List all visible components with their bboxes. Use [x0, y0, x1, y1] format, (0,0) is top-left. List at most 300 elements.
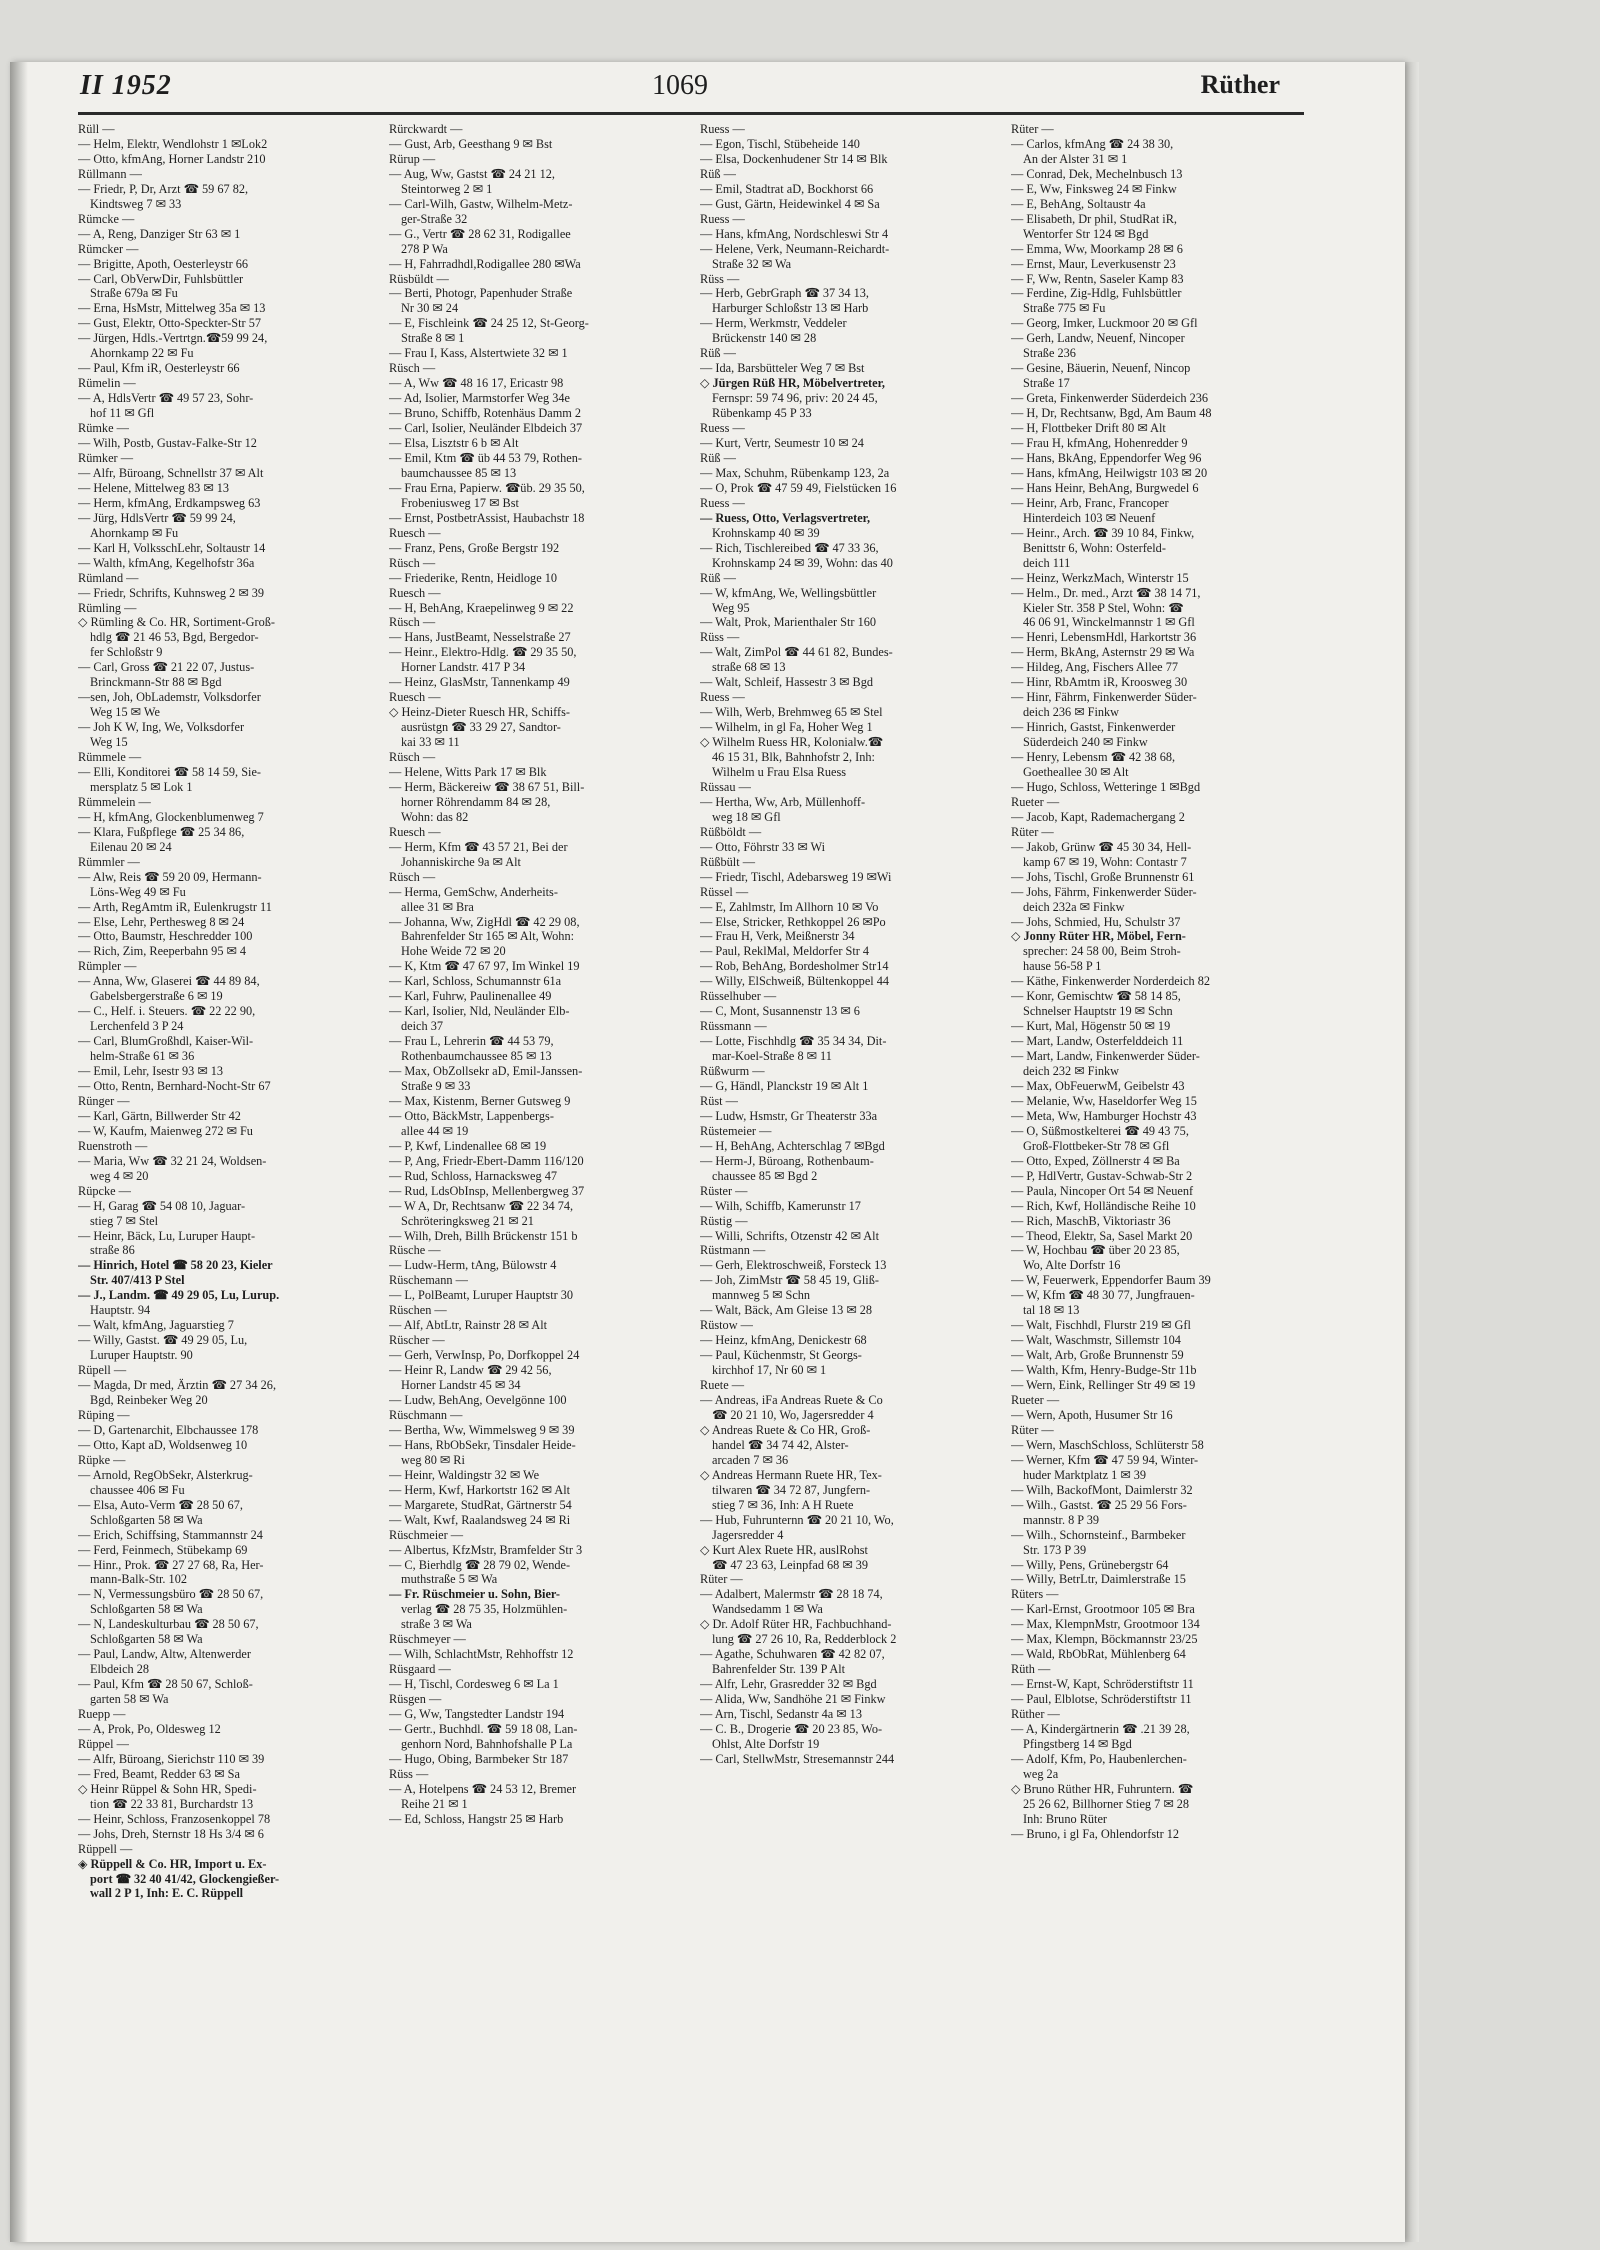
directory-entry: — Karl, Isolier, Nld, Neuländer Elb- [389, 1004, 570, 1019]
directory-entry: — Otto, Kapt aD, Woldsenweg 10 [78, 1437, 248, 1452]
directory-entry: — Ad, Isolier, Marmstorfer Weg 34e [389, 391, 570, 406]
directory-entry: ◇ Jonny Rüter HR, Möbel, Fern- [1011, 929, 1186, 944]
surname-heading: Rüßbült — [700, 854, 755, 869]
directory-entry: — Arth, RegAmtm iR, Eulenkrugstr 11 [78, 899, 272, 914]
directory-entry: — Alw, Reis ☎ 59 20 09, Hermann- [78, 869, 262, 884]
directory-entry: — Andreas, iFa Andreas Ruete & Co [700, 1393, 883, 1408]
directory-entry: — Paul, Küchenmstr, St Georgs- [700, 1348, 862, 1363]
directory-entry: stieg 7 ✉ Stel [90, 1213, 159, 1228]
surname-heading: Rüpcke — [78, 1183, 131, 1198]
directory-entry: — W, Kfm ☎ 48 30 77, Jungfrauen- [1011, 1288, 1195, 1303]
directory-entry: — Carl-Wilh, Gastw, Wilhelm-Metz- [389, 196, 573, 211]
directory-entry: — Walt, Arb, Große Brunnenstr 59 [1011, 1348, 1184, 1363]
directory-entry: kai 33 ✉ 11 [401, 735, 460, 750]
directory-entry: — Hertha, Ww, Arb, Müllenhoff- [700, 794, 866, 809]
directory-entry: Groß-Flottbeker-Str 78 ✉ Gfl [1023, 1138, 1170, 1153]
directory-entry: — Berti, Photogr, Papenhuder Straße [389, 286, 573, 301]
directory-entry: helm-Straße 61 ✉ 36 [90, 1049, 195, 1064]
directory-entry: — Margarete, StudRat, Gärtnerstr 54 [389, 1497, 572, 1512]
directory-entry: — Ernst-W, Kapt, Schröderstiftstr 11 [1011, 1677, 1194, 1692]
directory-entry: — Erna, HsMstr, Mittelweg 35a ✉ 13 [78, 301, 266, 316]
directory-entry: — O, Süßmostkelterei ☎ 49 43 75, [1011, 1123, 1189, 1138]
directory-entry: — Wern, MaschSchloss, Schlüterstr 58 [1011, 1437, 1204, 1452]
directory-entry: ☎ 20 21 10, Wo, Jagersredder 4 [712, 1407, 874, 1422]
directory-entry: mannstr. 8 P 39 [1023, 1512, 1100, 1527]
directory-entry: — Carlos, kfmAng ☎ 24 38 30, [1011, 136, 1174, 151]
directory-entry: — Alfr, Lehr, Grasredder 32 ✉ Bgd [700, 1677, 877, 1692]
directory-entry: straße 68 ✉ 13 [712, 660, 786, 675]
directory-entry: Frobeniusweg 17 ✉ Bst [401, 495, 519, 510]
directory-entry: Rübenkamp 45 P 33 [712, 406, 812, 421]
directory-entry: — O, Prok ☎ 47 59 49, Fielstücken 16 [700, 480, 897, 495]
directory-entry: — Paul, Kfm iR, Oesterleystr 66 [78, 361, 240, 376]
directory-entry: An der Alster 31 ✉ 1 [1023, 151, 1128, 166]
directory-entry: — Rud, Schloss, Harnacksweg 47 [389, 1168, 558, 1183]
directory-entry: — Ludw-Herm, tAng, Bülowstr 4 [389, 1258, 557, 1273]
directory-entry: Straße 236 [1023, 346, 1076, 361]
directory-entry: — Gesine, Bäuerin, Neuenf, Nincop [1011, 361, 1191, 376]
directory-entry: — E, Zahlmstr, Im Allhorn 10 ✉ Vo [700, 899, 879, 914]
directory-entry: — Albertus, KfzMstr, Bramfelder Str 3 [389, 1542, 583, 1557]
directory-entry: — Gust, Elektr, Otto-Speckter-Str 57 [78, 316, 262, 331]
directory-entry: — Karl-Ernst, Grootmoor 105 ✉ Bra [1011, 1602, 1195, 1617]
directory-entry: deich 111 [1023, 555, 1071, 570]
directory-entry: — Rich, MaschB, Viktoriastr 36 [1011, 1213, 1171, 1228]
directory-entry: — Arn, Tischl, Sedanstr 4a ✉ 13 [700, 1707, 862, 1722]
directory-entry: — Hinr., Prok. ☎ 27 27 68, Ra, Her- [78, 1557, 264, 1572]
directory-entry: Weg 15 ✉ We [90, 705, 160, 720]
directory-entry: — Emil, Stadtrat aD, Bockhorst 66 [700, 181, 874, 196]
directory-entry: — Wilh., Gastst. ☎ 25 29 56 Fors- [1011, 1497, 1187, 1512]
directory-entry: — Wilh, BackofMont, Daimlerstr 32 [1011, 1482, 1193, 1497]
directory-entry: — Hans Heinr, BehAng, Burgwedel 6 [1011, 480, 1199, 495]
directory-entry: — Herma, GemSchw, Anderheits- [389, 884, 558, 899]
directory-entry: — Walt, kfmAng, Jaguarstieg 7 [78, 1318, 234, 1333]
directory-entry: — Max, KlempnMstr, Grootmoor 134 [1011, 1617, 1200, 1632]
directory-entry: Straße 8 ✉ 1 [401, 331, 465, 346]
directory-entry: — Friedr, Tischl, Adebarsweg 19 ✉Wi [700, 869, 892, 884]
directory-entry: — Hans, kfmAng, Heilwigstr 103 ✉ 20 [1011, 465, 1208, 480]
directory-entry: — Herm, Kwf, Harkortstr 162 ✉ Alt [389, 1482, 571, 1497]
directory-entry: Straße 775 ✉ Fu [1023, 301, 1106, 316]
directory-entry: — Hugo, Schloss, Wetteringe 1 ✉Bgd [1011, 779, 1201, 794]
directory-entry: — Rud, LdsObInsp, Mellenbergweg 37 [389, 1183, 585, 1198]
directory-entry: Wandsedamm 1 ✉ Wa [712, 1602, 823, 1617]
directory-entry: — Aug, Ww, Gastst ☎ 24 21 12, [389, 166, 555, 181]
directory-entry: — Friedr, P, Dr, Arzt ☎ 59 67 82, [78, 181, 249, 196]
directory-entry: — Otto, Exped, Zöllnerstr 4 ✉ Ba [1011, 1153, 1180, 1168]
directory-entry: — Paul, Kfm ☎ 28 50 67, Schloß- [78, 1677, 253, 1692]
directory-entry: — Herb, GebrGraph ☎ 37 34 13, [700, 286, 869, 301]
directory-entry: Straße 32 ✉ Wa [712, 256, 792, 271]
directory-entry: — Mart, Landw, Osterfelddeich 11 [1011, 1034, 1184, 1049]
directory-entry: — H, Fahrradhdl,Rodigallee 280 ✉Wa [389, 256, 581, 271]
directory-entry: — Frau I, Kass, Alstertwiete 32 ✉ 1 [389, 346, 568, 361]
surname-heading: Ruess — [700, 421, 745, 436]
directory-entry: — Gerh, Landw, Neuenf, Nincoper [1011, 331, 1185, 346]
directory-entry: — Frau H, kfmAng, Hohenredder 9 [1011, 436, 1188, 451]
surname-heading: Ruesch — [389, 525, 441, 540]
directory-entry: Harburger Schloßstr 13 ✉ Harb [712, 301, 869, 316]
directory-entry: Str. 173 P 39 [1023, 1542, 1087, 1557]
surname-heading: Rueter — [1011, 1393, 1060, 1408]
directory-entry: Goetheallee 30 ✉ Alt [1023, 764, 1129, 779]
directory-entry: muthstraße 5 ✉ Wa [401, 1572, 498, 1587]
directory-entry: 46 15 31, Blk, Bahnhofstr 2, Inh: [712, 750, 875, 765]
surname-heading: Rürckwardt — [389, 122, 463, 136]
directory-entry: Schnelser Hauptstr 19 ✉ Schn [1023, 1004, 1173, 1019]
directory-entry: — Egon, Tischl, Stübeheide 140 [700, 136, 860, 151]
directory-entry: — Helene, Witts Park 17 ✉ Blk [389, 764, 547, 779]
directory-entry: — Frau Erna, Papierw. ☎üb. 29 35 50, [389, 480, 585, 495]
surname-heading: Ruess — [700, 211, 745, 226]
directory-entry: Str. 407/413 P Stel [90, 1273, 185, 1288]
directory-entry: — Carl, Gross ☎ 21 22 07, Justus- [78, 660, 255, 675]
directory-entry: — Ludw, Hsmstr, Gr Theaterstr 33a [700, 1108, 878, 1123]
directory-entry: Luruper Hauptstr. 90 [90, 1348, 193, 1363]
directory-entry: horner Röhrendamm 84 ✉ 28, [401, 794, 551, 809]
directory-entry: — Herm, BkAng, Asternstr 29 ✉ Wa [1011, 645, 1195, 660]
surname-heading: Ruess — [700, 495, 745, 510]
directory-entry: — Adolf, Kfm, Po, Haubenlerchen- [1011, 1751, 1187, 1766]
directory-entry: — Agathe, Schuhwaren ☎ 42 82 07, [700, 1647, 885, 1662]
surname-heading: Rümcker — [78, 241, 139, 256]
directory-entry: — E, Ww, Finksweg 24 ✉ Finkw [1011, 181, 1177, 196]
surname-heading: Rüter — [700, 1572, 743, 1587]
surname-heading: Rüpell — [78, 1363, 127, 1378]
directory-entry: lung ☎ 27 26 10, Ra, Redderblock 2 [712, 1632, 897, 1647]
directory-entry: — Ruess, Otto, Verlagsvertreter, [700, 510, 871, 525]
surname-heading: Rüschemann — [389, 1273, 468, 1288]
directory-entry: — W, kfmAng, We, Wellingsbüttler [700, 585, 877, 600]
surname-heading: Rümke — [78, 421, 129, 436]
directory-entry: Schloßgarten 58 ✉ Wa [90, 1632, 203, 1647]
directory-entry: ◇ Heinz-Dieter Ruesch HR, Schiffs- [389, 705, 571, 720]
directory-entry: — Walt, Schleif, Hassestr 3 ✉ Bgd [700, 675, 874, 690]
directory-entry: — Wern, Eink, Rellinger Str 49 ✉ 19 [1011, 1378, 1196, 1393]
directory-entry: Brückenstr 140 ✉ 28 [712, 331, 817, 346]
directory-entry: — Max, Klempn, Böckmannstr 23/25 [1011, 1632, 1198, 1647]
directory-entry: — Magda, Dr med, Ärztin ☎ 27 34 26, [78, 1378, 277, 1393]
surname-heading: Rümelin — [78, 376, 136, 391]
directory-entry: Ohlst, Alte Dorfstr 19 [712, 1736, 820, 1751]
directory-entry: — Otto, kfmAng, Horner Landstr 210 [78, 151, 266, 166]
directory-entry: — Wilh, Postb, Gustav-Falke-Str 12 [78, 436, 257, 451]
directory-entry: 278 P Wa [401, 241, 448, 256]
surname-heading: Rüter — [1011, 824, 1054, 839]
directory-entry: Jagersredder 4 [712, 1527, 784, 1542]
surname-heading: Rüther — [1011, 1707, 1060, 1722]
directory-entry: Krohnskamp 24 ✉ 39, Wohn: das 40 [712, 555, 893, 570]
directory-entry: Hauptstr. 94 [90, 1303, 151, 1318]
directory-entry: Bgd, Reinbeker Weg 20 [90, 1393, 208, 1408]
directory-entry: mersplatz 5 ✉ Lok 1 [90, 779, 193, 794]
directory-entry: — Hinr, RbAmtm iR, Kroosweg 30 [1011, 675, 1188, 690]
directory-entry: — Mart, Landw, Finkenwerder Süder- [1011, 1049, 1200, 1064]
surname-heading: Rüsselhuber — [700, 989, 777, 1004]
surname-heading: Rüppel — [78, 1736, 129, 1751]
directory-entry: — Alfr, Büroang, Schnellstr 37 ✉ Alt [78, 465, 264, 480]
directory-entry: Pfingstberg 14 ✉ Bgd [1023, 1736, 1132, 1751]
directory-entry: — Konr, Gemischtw ☎ 58 14 85, [1011, 989, 1181, 1004]
directory-entry: Ahornkamp ✉ Fu [90, 525, 179, 540]
directory-entry: — Hinrich, Gastst, Finkenwerder [1011, 720, 1176, 735]
directory-entry: — Emil, Lehr, Isestr 93 ✉ 13 [78, 1064, 224, 1079]
directory-entry: sprecher: 24 58 00, Beim Stroh- [1023, 944, 1181, 959]
directory-entry: straße 3 ✉ Wa [401, 1617, 472, 1632]
surname-heading: Rümmler — [78, 854, 140, 869]
column-1 [78, 122, 371, 2162]
directory-entry: Horner Landstr 45 ✉ 34 [401, 1378, 521, 1393]
directory-entry: — Alfr, Büroang, Sierichstr 110 ✉ 39 [78, 1751, 265, 1766]
directory-entry: — Walt, Waschmstr, Sillemstr 104 [1011, 1333, 1181, 1348]
directory-entry: — Johs, Fährm, Finkenwerder Süder- [1011, 884, 1197, 899]
directory-entry: — Carl, BlumGroßhdl, Kaiser-Wil- [78, 1034, 254, 1049]
surname-heading: Rüsbüldt — [389, 271, 449, 286]
directory-entry: — Friedr, Schrifts, Kuhnsweg 2 ✉ 39 [78, 585, 265, 600]
directory-entry: arcaden 7 ✉ 36 [712, 1452, 789, 1467]
directory-entry: Elbdeich 28 [90, 1662, 150, 1677]
surname-heading: Rüschmeyer — [389, 1632, 466, 1647]
running-keyword: Rüther [1200, 70, 1280, 99]
surname-heading: Rüschmeier — [389, 1527, 464, 1542]
surname-heading: Rüth — [1011, 1662, 1051, 1677]
directory-entry: — Adalbert, Malermstr ☎ 28 18 74, [700, 1587, 883, 1602]
directory-entry: — Ed, Schloss, Hangstr 25 ✉ Harb [389, 1811, 564, 1826]
directory-entry: ◈ Rüppell & Co. HR, Import u. Ex- [78, 1856, 267, 1871]
directory-entry: — L, PolBeamt, Luruper Hauptstr 30 [389, 1288, 574, 1303]
directory-entry: tion ☎ 22 33 81, Burchardstr 13 [90, 1796, 254, 1811]
directory-entry: — Walth, kfmAng, Kegelhofstr 36a [78, 555, 255, 570]
directory-entry: hof 11 ✉ Gfl [90, 406, 155, 421]
surname-heading: Rüscher — [389, 1333, 445, 1348]
directory-entry: — Alf, AbtLtr, Rainstr 28 ✉ Alt [389, 1318, 548, 1333]
directory-entry: — G, Händl, Planckstr 19 ✉ Alt 1 [700, 1079, 869, 1093]
surname-heading: Ruess — [700, 690, 745, 705]
directory-entry: — Elsa, Auto-Verm ☎ 28 50 67, [78, 1497, 243, 1512]
surname-heading: Rüß — [700, 166, 736, 181]
surname-heading: Rüll — [78, 122, 115, 136]
directory-entry: hause 56-58 P 1 [1023, 959, 1102, 974]
directory-entry: — Paul, ReklMal, Meldorfer Str 4 [700, 944, 870, 959]
surname-heading: Rümcke — [78, 211, 135, 226]
surname-heading: Rüss — [700, 271, 740, 286]
directory-entry: 25 26 62, Billhorner Stieg 7 ✉ 28 [1023, 1796, 1190, 1811]
directory-entry: — Carl, ObVerwDir, Fuhlsbüttler [78, 271, 244, 286]
directory-entry: — Willy, Pens, Grünebergstr 64 [1011, 1557, 1169, 1572]
directory-entry: — H, BehAng, Kraepelinweg 9 ✉ 22 [389, 600, 574, 615]
directory-entry: — Heinr., Elektro-Hdlg. ☎ 29 35 50, [389, 645, 577, 660]
directory-entry: — Helm., Dr. med., Arzt ☎ 38 14 71, [1011, 585, 1201, 600]
directory-entry: — Max, Kistenm, Berner Gutsweg 9 [389, 1093, 571, 1108]
directory-entry: — Ida, Barsbütteler Weg 7 ✉ Bst [700, 361, 865, 376]
directory-entry: — Karl, Schloss, Schumannstr 61a [389, 974, 562, 989]
directory-entry: weg 4 ✉ 20 [90, 1168, 149, 1183]
column-2 [389, 122, 682, 2162]
directory-entry: — W, Feuerwerk, Eppendorfer Baum 39 [1011, 1273, 1211, 1288]
directory-entry: — Carl, Isolier, Neuländer Elbdeich 37 [389, 421, 583, 436]
directory-entry: — A, Hotelpens ☎ 24 53 12, Bremer [389, 1781, 577, 1796]
directory-entry: — Emma, Ww, Moorkamp 28 ✉ 6 [1011, 241, 1183, 256]
directory-entry: — Heinz, GlasMstr, Tannenkamp 49 [389, 675, 570, 690]
directory-entry: Fernspr: 59 74 96, priv: 20 24 45, [712, 391, 878, 406]
directory-entry: — Heinr R, Landw ☎ 29 42 56, [389, 1363, 552, 1378]
surname-heading: Rüsch — [389, 361, 436, 376]
surname-heading: Rüping — [78, 1407, 130, 1422]
directory-entry: — Wilh, Schiffb, Kamerunstr 17 [700, 1198, 861, 1213]
directory-entry: hdlg ☎ 21 46 53, Bgd, Bergedor- [90, 630, 259, 645]
directory-entry: — Wilh., Schornsteinf., Barmbeker [1011, 1527, 1186, 1542]
surname-heading: Rümmelein — [78, 794, 151, 809]
directory-entry: deich 232 ✉ Finkw [1023, 1064, 1120, 1079]
directory-entry: — Willy, ElSchweiß, Bültenkoppel 44 [700, 974, 890, 989]
surname-heading: Ruesch — [389, 585, 441, 600]
directory-entry: — E, BehAng, Soltaustr 4a [1011, 196, 1146, 211]
directory-entry: baumchaussee 85 ✉ 13 [401, 465, 517, 480]
directory-entry: — Henry, Lebensm ☎ 42 38 68, [1011, 750, 1176, 765]
directory-entry: weg 80 ✉ Ri [401, 1452, 465, 1467]
directory-entry: — Paul, Landw, Altw, Altenwerder [78, 1647, 251, 1662]
directory-entry: — Johs, Dreh, Sternstr 18 Hs 3/4 ✉ 6 [78, 1826, 264, 1841]
directory-entry: Horner Landstr. 417 P 34 [401, 660, 526, 675]
directory-entry: Weg 95 [712, 600, 750, 615]
directory-entry: Weg 15 [90, 735, 128, 750]
directory-entry: ◇ Andreas Hermann Ruete HR, Tex- [700, 1467, 882, 1482]
surname-heading: Rüss — [700, 630, 740, 645]
directory-entry: — Ludw, BehAng, Oevelgönne 100 [389, 1393, 567, 1408]
surname-heading: Rüllmann — [78, 166, 142, 181]
directory-entry: allee 31 ✉ Bra [401, 899, 474, 914]
directory-entry: — C, Bierhdlg ☎ 28 79 02, Wende- [389, 1557, 571, 1572]
directory-entry: Hohe Weide 72 ✉ 20 [401, 944, 506, 959]
directory-entry: Rothenbaumchaussee 85 ✉ 13 [401, 1049, 552, 1064]
directory-entry: garten 58 ✉ Wa [90, 1692, 169, 1707]
surname-heading: Rüst — [700, 1093, 738, 1108]
directory-entry: — P, HdlVertr, Gustav-Schwab-Str 2 [1011, 1168, 1193, 1183]
column-4 [1011, 122, 1304, 2162]
directory-entry: Schröteringksweg 21 ✉ 21 [401, 1213, 534, 1228]
directory-entry: — Klara, Fußpflege ☎ 25 34 86, [78, 824, 245, 839]
directory-entry: — Karl, Fuhrw, Paulinenallee 49 [389, 989, 552, 1004]
column-3 [700, 122, 993, 2162]
directory-entry: — Alida, Ww, Sandhöhe 21 ✉ Finkw [700, 1692, 886, 1707]
directory-entry: Wo, Alte Dorfstr 16 [1023, 1258, 1121, 1273]
directory-entry: — Paula, Nincoper Ort 54 ✉ Neuenf [1011, 1183, 1194, 1198]
surname-heading: Rüpke — [78, 1452, 126, 1467]
directory-entry: mann-Balk-Str. 102 [90, 1572, 187, 1587]
directory-entry: — Emil, Ktm ☎ üb 44 53 79, Rothen- [389, 450, 582, 465]
directory-columns [78, 122, 1304, 2162]
directory-entry: — Joh K W, Ing, We, Volksdorfer [78, 720, 245, 735]
directory-entry: — G., Vertr ☎ 28 62 31, Rodigallee [389, 226, 571, 241]
directory-entry: Hinterdeich 103 ✉ Neuenf [1023, 510, 1156, 525]
directory-entry: — Rich, Kwf, Holländische Reihe 10 [1011, 1198, 1196, 1213]
directory-entry: — A, Prok, Po, Oldesweg 12 [78, 1721, 221, 1736]
directory-entry: Gabelsbergerstraße 6 ✉ 19 [90, 989, 223, 1004]
directory-entry: — Herm-J, Büroang, Rothenbaum- [700, 1153, 874, 1168]
surname-heading: Ruesch — [389, 690, 441, 705]
directory-entry: — Hans, kfmAng, Nordschleswi Str 4 [700, 226, 889, 241]
directory-entry: port ☎ 32 40 41/42, Glockengießer- [90, 1871, 280, 1886]
surname-heading: Rüsgen — [389, 1692, 442, 1707]
directory-entry: Wentorfer Str 124 ✉ Bgd [1023, 226, 1149, 241]
directory-entry: Lerchenfeld 3 P 24 [90, 1019, 184, 1034]
directory-entry: — Hinr, Fährm, Finkenwerder Süder- [1011, 690, 1197, 705]
directory-entry: — H, BehAng, Achterschlag 7 ✉Bgd [700, 1138, 885, 1153]
directory-entry: chaussee 85 ✉ Bgd 2 [712, 1168, 818, 1183]
surname-heading: Rürup — [389, 151, 436, 166]
directory-entry: Kindtsweg 7 ✉ 33 [90, 196, 182, 211]
directory-entry: — A, Reng, Danziger Str 63 ✉ 1 [78, 226, 241, 241]
directory-entry: — Helm, Elektr, Wendlohstr 1 ✉Lok2 [78, 136, 268, 151]
directory-entry: — E, Fischleink ☎ 24 25 12, St-Georg- [389, 316, 589, 331]
directory-entry: — Walt, Fischhdl, Flurstr 219 ✉ Gfl [1011, 1318, 1191, 1333]
directory-entry: — Wilhelm, in gl Fa, Hoher Weg 1 [700, 720, 873, 735]
directory-entry: mar-Koel-Straße 8 ✉ 11 [712, 1049, 832, 1064]
directory-entry: — Hugo, Obing, Barmbeker Str 187 [389, 1751, 569, 1766]
directory-entry: — Elli, Konditorei ☎ 58 14 59, Sie- [78, 764, 262, 779]
directory-entry: handel ☎ 34 74 42, Alster- [712, 1437, 849, 1452]
directory-entry: — Johanna, Ww, ZigHdl ☎ 42 29 08, [389, 914, 580, 929]
directory-entry: Eilenau 20 ✉ 24 [90, 839, 172, 854]
directory-entry: — Ferd, Feinmech, Stübekamp 69 [78, 1542, 248, 1557]
directory-entry: — Bruno, Schiffb, Rotenhäus Damm 2 [389, 406, 582, 421]
surname-heading: Rüsch — [389, 555, 436, 570]
directory-entry: — Rich, Zim, Reeperbahn 95 ✉ 4 [78, 944, 247, 959]
directory-entry: weg 2a [1023, 1766, 1059, 1781]
directory-entry: — Lotte, Fischhdlg ☎ 35 34 34, Dit- [700, 1034, 887, 1049]
directory-entry: Löns-Weg 49 ✉ Fu [90, 884, 186, 899]
directory-entry: — Rob, BehAng, Bordesholmer Str14 [700, 959, 889, 974]
directory-entry: — Heinr, Schloss, Franzosenkoppel 78 [78, 1811, 271, 1826]
directory-entry: — Rich, Tischlereibed ☎ 47 33 36, [700, 540, 879, 555]
surname-heading: Rüschen — [389, 1303, 447, 1318]
directory-entry: Reihe 21 ✉ 1 [401, 1796, 468, 1811]
directory-entry: — A, Kindergärtnerin ☎ .21 39 28, [1011, 1721, 1190, 1736]
directory-entry: — Max, ObZollsekr aD, Emil-Janssen- [389, 1064, 583, 1079]
surname-heading: Rüstig — [700, 1213, 748, 1228]
directory-entry: — W A, Dr, Rechtsanw ☎ 22 34 74, [389, 1198, 574, 1213]
directory-entry: — Johs, Tischl, Große Brunnenstr 61 [1011, 869, 1195, 884]
directory-entry: —sen, Joh, ObLademstr, Volksdorfer [78, 690, 261, 705]
directory-entry: — Karl H, VolksschLehr, Soltaustr 14 [78, 540, 266, 555]
directory-entry: — Franz, Pens, Große Bergstr 192 [389, 540, 560, 555]
directory-entry: ◇ Bruno Rüther HR, Fuhruntern. ☎ [1011, 1781, 1194, 1796]
surname-heading: Ruepp — [78, 1707, 126, 1722]
surname-heading: Rüstemeier — [700, 1123, 772, 1138]
directory-entry: — Wald, RbObRat, Mühlenberg 64 [1011, 1647, 1186, 1662]
directory-entry: — Fr. Rüschmeier u. Sohn, Bier- [389, 1587, 561, 1602]
directory-entry: — Elisabeth, Dr phil, StudRat iR, [1011, 211, 1178, 226]
directory-entry: — N, Vermessungsbüro ☎ 28 50 67, [78, 1587, 264, 1602]
header-rule [78, 112, 1304, 115]
directory-entry: — K, Ktm ☎ 47 67 97, Im Winkel 19 [389, 959, 580, 974]
directory-entry: — Paul, Elblotse, Schröderstiftstr 11 [1011, 1692, 1192, 1707]
surname-heading: Rüsch — [389, 750, 436, 765]
directory-entry: stieg 7 ✉ 36, Inh: A H Ruete [712, 1497, 854, 1512]
directory-entry: Steintorweg 2 ✉ 1 [401, 181, 493, 196]
surname-heading: Rüß — [700, 570, 736, 585]
directory-entry: — A, Ww ☎ 48 16 17, Ericastr 98 [389, 376, 564, 391]
directory-entry: — C. B., Drogerie ☎ 20 23 85, Wo- [700, 1721, 883, 1736]
directory-entry: — Hans, RbObSekr, Tinsdaler Heide- [389, 1437, 576, 1452]
directory-entry: — Brigitte, Apoth, Oesterleystr 66 [78, 256, 249, 271]
directory-entry: — Joh, ZimMstr ☎ 58 45 19, Gliß- [700, 1273, 879, 1288]
directory-entry: — J., Landm. ☎ 49 29 05, Lu, Lurup. [78, 1288, 280, 1303]
directory-entry: — Friederike, Rentn, Heidloge 10 [389, 570, 558, 585]
directory-entry: ◇ Heinr Rüppel & Sohn HR, Spedi- [78, 1781, 257, 1796]
surname-heading: Rüppell — [78, 1841, 133, 1856]
